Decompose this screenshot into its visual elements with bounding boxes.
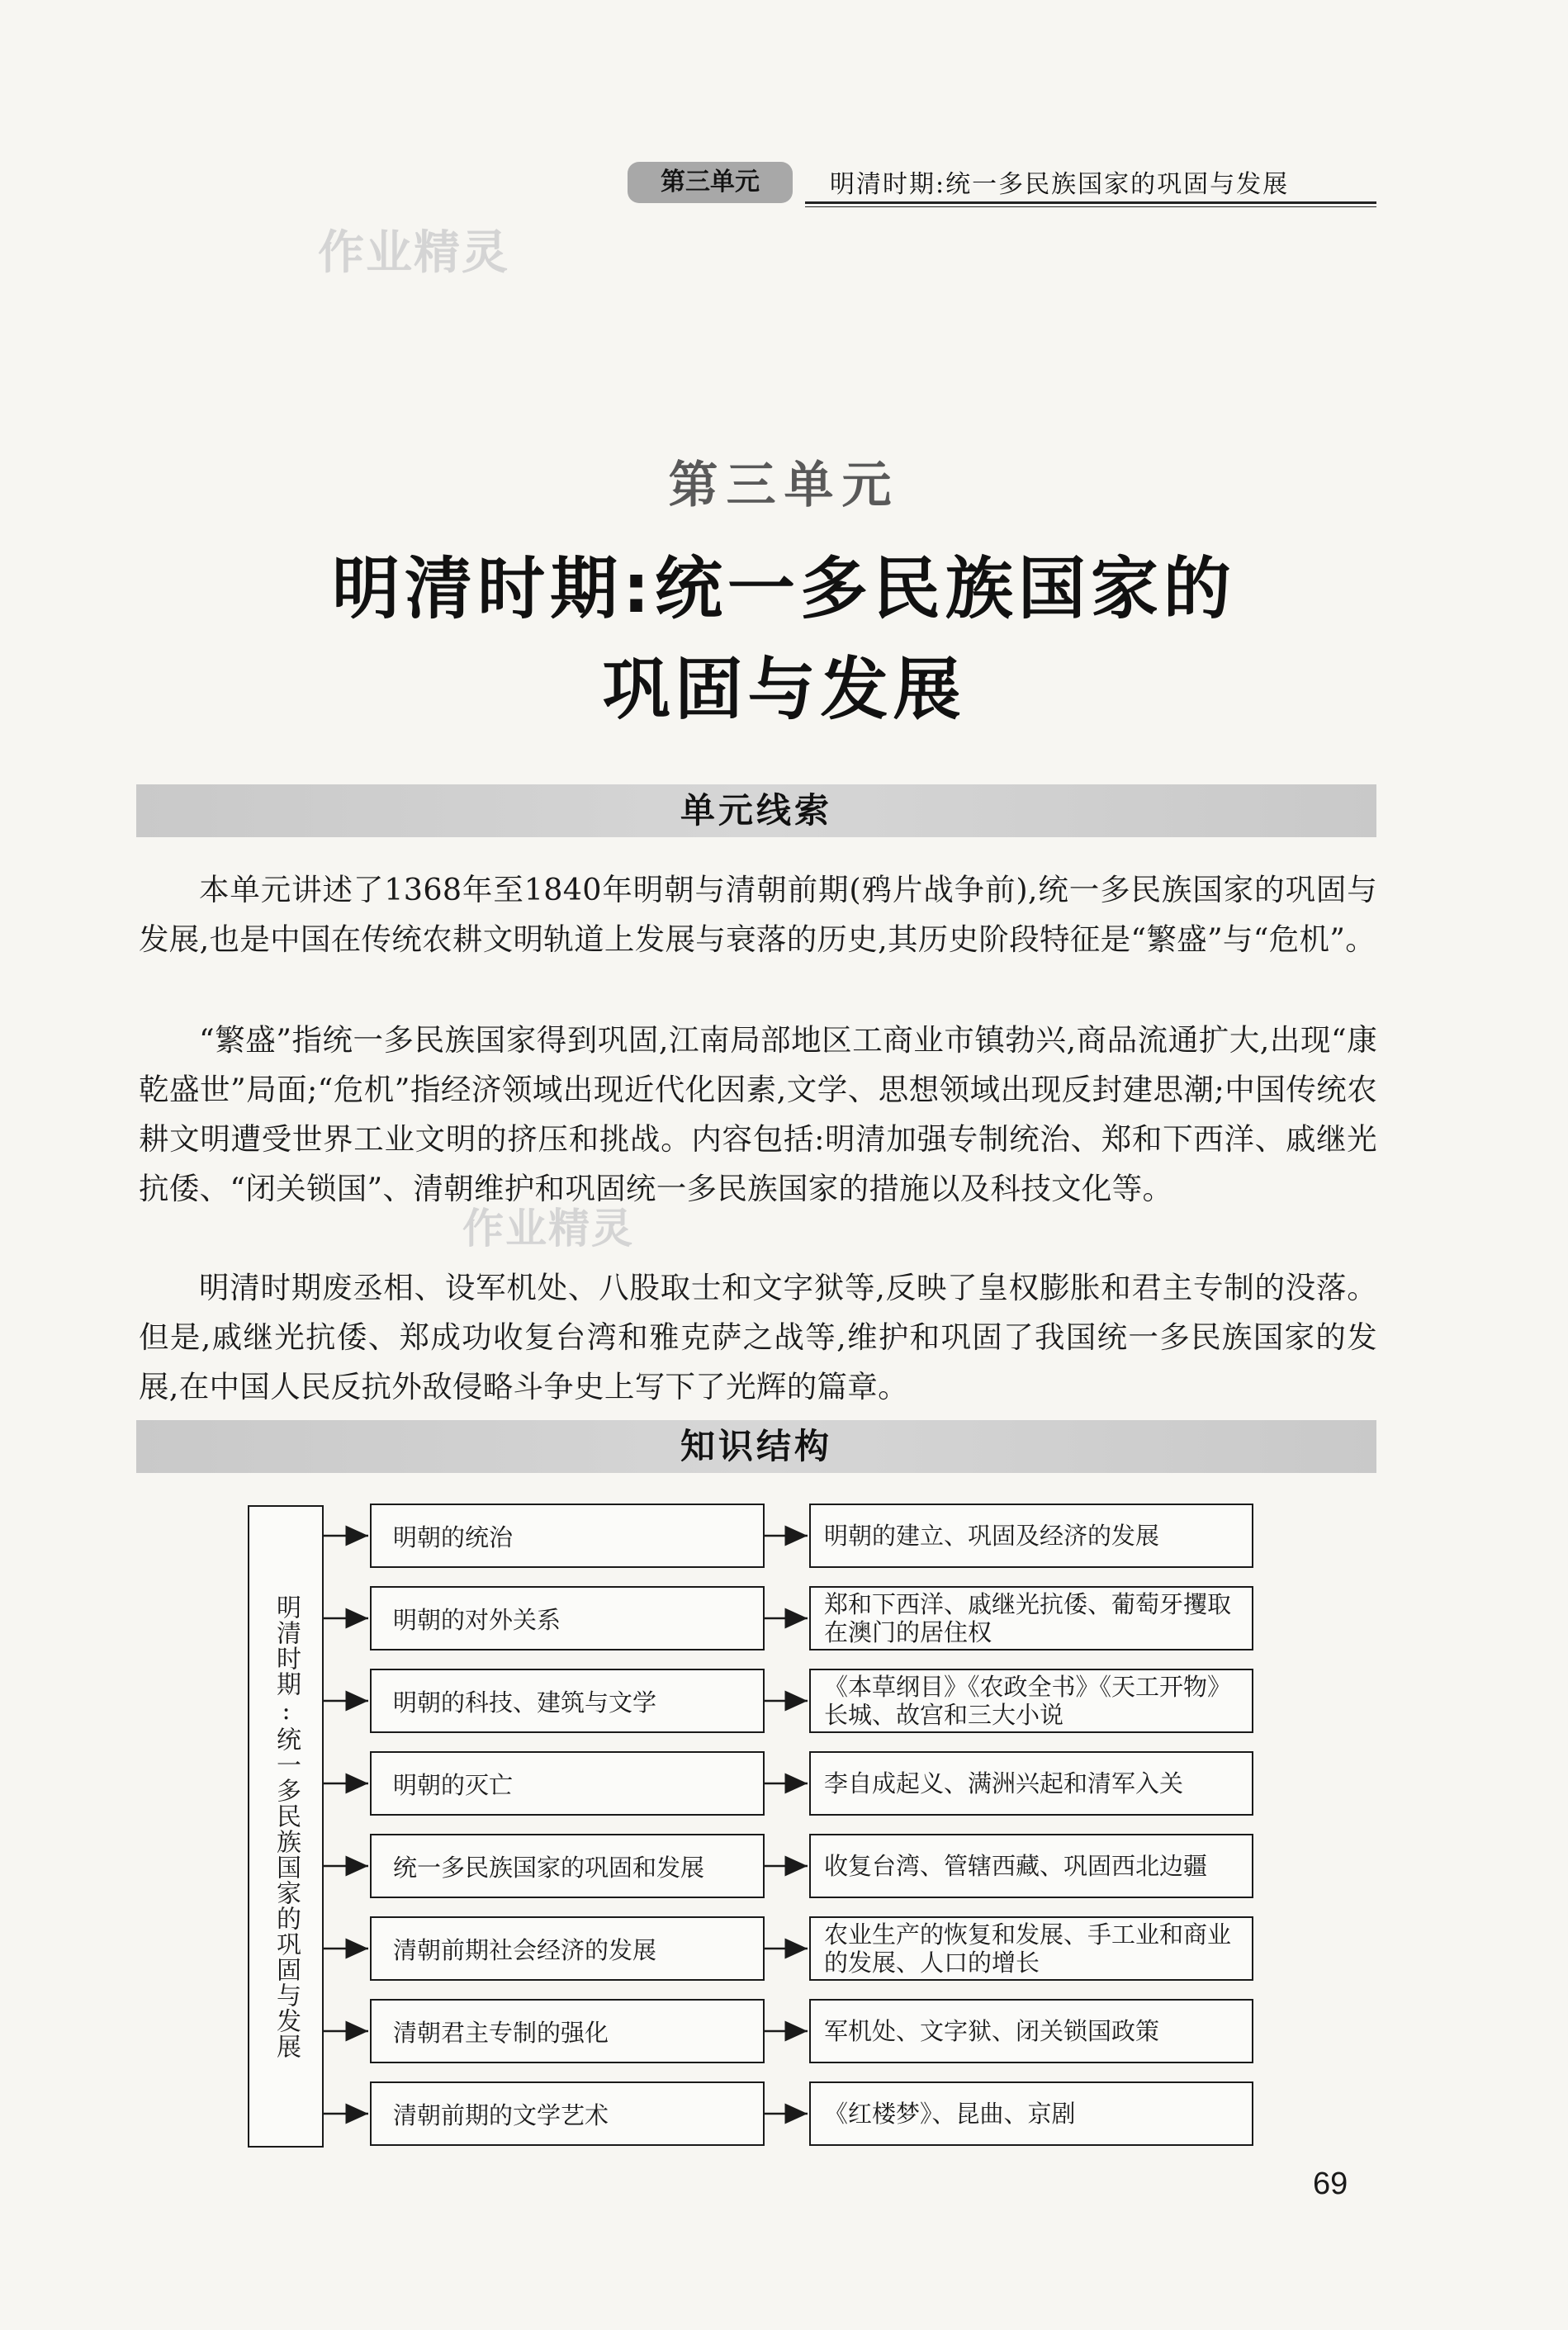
detail-label: 《红楼梦》、昆曲、京剧 — [824, 2100, 1076, 2128]
watermark-top: 作业精灵 — [318, 226, 509, 280]
section-heading-structure-text: 知识结构 — [680, 1426, 832, 1466]
topic-box-1 — [370, 1504, 765, 1568]
topic-label: 清朝君主专制的强化 — [393, 2018, 609, 2047]
topic-label: 明朝的科技、建筑与文学 — [393, 1688, 657, 1717]
topic-box-8 — [370, 2081, 765, 2146]
section-heading-clue-text: 单元线索 — [680, 790, 832, 831]
detail-box-4 — [809, 1751, 1253, 1816]
page-title-line2: 巩固与发展 — [602, 651, 966, 729]
detail-label: 李自成起义、满洲兴起和清军入关 — [824, 1769, 1184, 1797]
detail-label: 农业生产的恢复和发展、手工业和商业的发展、人口的增长 — [824, 1920, 1232, 1977]
detail-label: 《本草纲目》《农政全书》《天工开物》长城、故宫和三大小说 — [824, 1673, 1232, 1729]
detail-box-2 — [809, 1586, 1253, 1650]
detail-box-5 — [809, 1834, 1253, 1898]
watermark-middle: 作业精灵 — [462, 1205, 634, 1253]
unit-label: 第三单元 — [668, 457, 900, 514]
topic-box-6 — [370, 1916, 765, 1981]
topic-box-4 — [370, 1751, 765, 1816]
topic-box-7 — [370, 1999, 765, 2063]
page-number: 69 — [1313, 2167, 1348, 2201]
detail-box-3 — [809, 1669, 1253, 1733]
detail-box-8 — [809, 2081, 1253, 2146]
paragraph-1: 本单元讲述了1368年至1840年明朝与清朝前期(鸦片战争前),统一多民族国家的巩固与发展,也是中国在传统农耕文明轨道上发展与衰落的历史,其历史阶段特征是“繁盛”与“危机”。 — [139, 872, 1377, 957]
detail-box-1 — [809, 1504, 1253, 1568]
topic-label: 统一多民族国家的巩固和发展 — [393, 1853, 705, 1882]
detail-box-7 — [809, 1999, 1253, 2063]
detail-label: 郑和下西洋、戚继光抗倭、葡萄牙攫取在澳门的居住权 — [824, 1590, 1232, 1646]
detail-box-6 — [809, 1916, 1253, 1981]
topic-box-3 — [370, 1669, 765, 1733]
topic-box-5 — [370, 1834, 765, 1898]
paragraph-3: 明清时期废丞相、设军机处、八股取士和文字狱等,反映了皇权膨胀和君主专制的没落。但是,戚继光抗倭、郑成功收复台湾和雅克萨之战等,维护和巩固了我国统一多民族国家的发展,在中国人民反抗外敌侵略斗争史上写下了光辉的篇章。 — [139, 1270, 1377, 1404]
topic-label: 明朝的对外关系 — [393, 1605, 561, 1634]
detail-label: 明朝的建立、巩固及经济的发展 — [824, 1522, 1160, 1550]
detail-label: 军机处、文字狱、闭关锁国政策 — [824, 2017, 1160, 2045]
topic-label: 明朝的灭亡 — [393, 1770, 514, 1799]
structure-root-label: 明清时期:统一多民族国家的巩固与发展 — [272, 1594, 301, 2059]
detail-label: 收复台湾、管辖西藏、巩固西北边疆 — [824, 1852, 1208, 1880]
topic-label: 明朝的统治 — [393, 1523, 514, 1551]
topic-label: 清朝前期的文学艺术 — [393, 2100, 609, 2129]
topic-box-2 — [370, 1586, 765, 1650]
paragraph-2: “繁盛”指统一多民族国家得到巩固,江南局部地区工商业市镇勃兴,商品流通扩大,出现“康乾盛世”局面;“危机”指经济领域出现近代化因素,文学、思想领域出现反封建思潮;中国传统农耕文明遭受世界工业文明的挤压和挑战。内容包括:明清加强专制统治、郑和下西洋、戚继光抗倭、“闭关锁国”、清朝维护和巩固统一多民族国家的措施以及科技文化等。 — [139, 1022, 1377, 1206]
header-unit-badge: 第三单元 — [628, 162, 793, 203]
page-title-line1: 明清时期:统一多民族国家的 — [332, 550, 1236, 628]
topic-label: 清朝前期社会经济的发展 — [393, 1935, 657, 1964]
header-title: 明清时期:统一多民族国家的巩固与发展 — [830, 170, 1290, 199]
